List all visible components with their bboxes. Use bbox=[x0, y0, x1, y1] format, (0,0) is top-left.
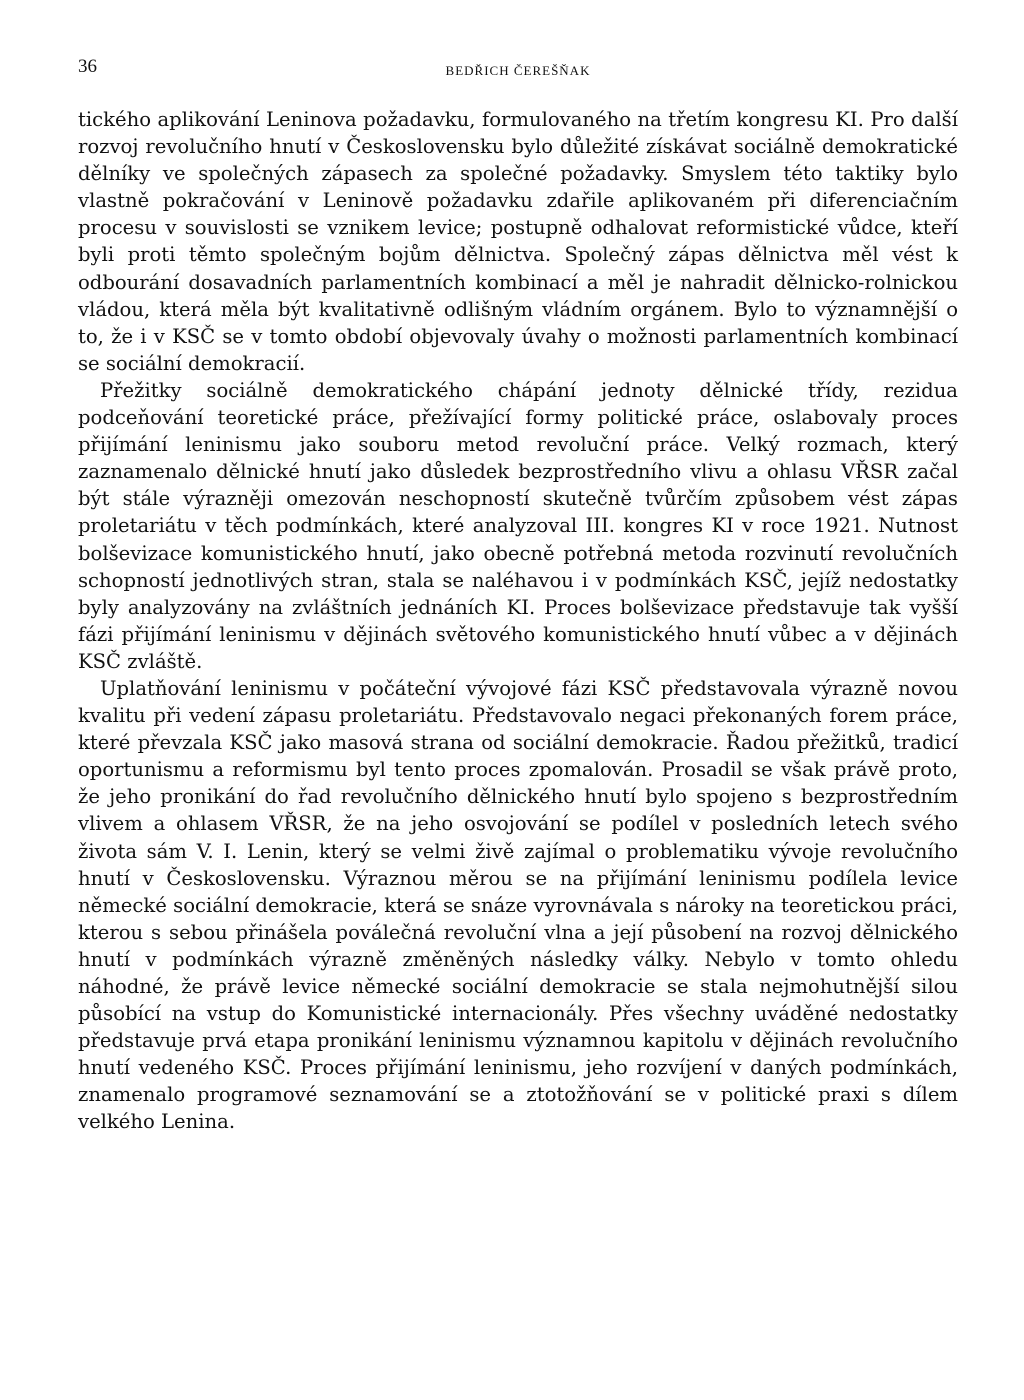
running-head: BEDŘICH ČEREŠŇAK bbox=[445, 63, 591, 78]
paragraph: tického aplikování Leninova požadavku, formulovaného na třetím kongresu KI. Pro další rozvoj revolučního hnutí v Československu bylo důležité získávat sociálně demokratické dělníky ve společných zápasech za společné požadavky. Smyslem této taktiky bylo vlastně pokračování v Leninově požadavku zdařile aplikovaném při diferenciačním procesu v souvislosti se vznikem levice; postupně odhalovat reformistické vůdce, kteří byli proti těmto společným bojům dělnictva. Společný zápas dělnictva měl vést k odbourání dosavadních parlamentních kombinací a měl je nahradit dělnicko-rolnickou vládou, která měla být kvalitativně odlišným vládním orgánem. Bylo to významnější o to, že i v KSČ se v tomto období objevovaly úvahy o možnosti parlamentních kombinací se sociální demokracií. bbox=[78, 108, 958, 375]
body-text bbox=[78, 106, 958, 1136]
book-page bbox=[78, 50, 958, 1136]
paragraph: Přežitky sociálně demokratického chápání jednoty dělnické třídy, rezidua podceňování teoretické práce, přežívající formy politické práce, oslabovaly proces přijímání leninismu jako souboru metod revoluční práce. Velký rozmach, který zaznamenalo dělnické hnutí jako důsledek bezprostředního vlivu a ohlasu VŘSR začal být stále výrazněji omezován neschopností skutečně tvůrčím způsobem vést zápas proletariátu v těch podmínkách, které analyzoval III. kongres KI v roce 1921. Nutnost bolševizace komunistického hnutí, jako obecně potřebná metoda rozvinutí revolučních schopností jednotlivých stran, stala se naléhavou i v podmínkách KSČ, jejíž nedostatky byly analyzovány na zvláštních jednáních KI. Proces bolševizace představuje tak vyšší fázi přijímání leninismu v dějinách světového komunistického hnutí vůbec a v dějinách KSČ zvláště. bbox=[78, 378, 958, 673]
page-header bbox=[78, 50, 958, 106]
page-number: 36 bbox=[78, 56, 97, 77]
paragraph: Uplatňování leninismu v počáteční vývojové fázi KSČ představovala výrazně novou kvalitu při vedení zápasu proletariátu. Představovalo negaci překonaných forem práce, které převzala KSČ jako masová strana od sociální demokracie. Řadou přežitků, tradicí oportunismu a reformismu byl tento proces zpomalován. Prosadil se však právě proto, že jeho pronikání do řad revolučního dělnického hnutí bylo spojeno s bezprostředním vlivem a ohlasem VŘSR, že na jeho osvojování se podílel v posledních letech svého života sám V. I. Lenin, který se velmi živě zajímal o problematiku vývoje revolučního hnutí v Československu. Výraznou měrou se na přijímání leninismu podílela levice německé sociální demokracie, která se snáze vyrovnávala s nároky na teoretickou práci, kterou s sebou přinášela poválečná revoluční vlna a její působení na rozvoj dělnického hnutí v podmínkách výrazně změněných následky války. Nebylo v tomto ohledu náhodné, že právě levice německé sociální demokracie se stala nejmohutnější silou působící na vstup do Komunistické internacionály. Přes všechny uváděné nedostatky představuje prvá etapa pronikání leninismu významnou kapitolu v dějinách revolučního hnutí vedeného KSČ. Proces přijímání leninismu, jeho rozvíjení v daných podmínkách, znamenalo programové seznamování se a ztotožňování se v politické praxi s dílem velkého Lenina. bbox=[78, 676, 958, 1134]
